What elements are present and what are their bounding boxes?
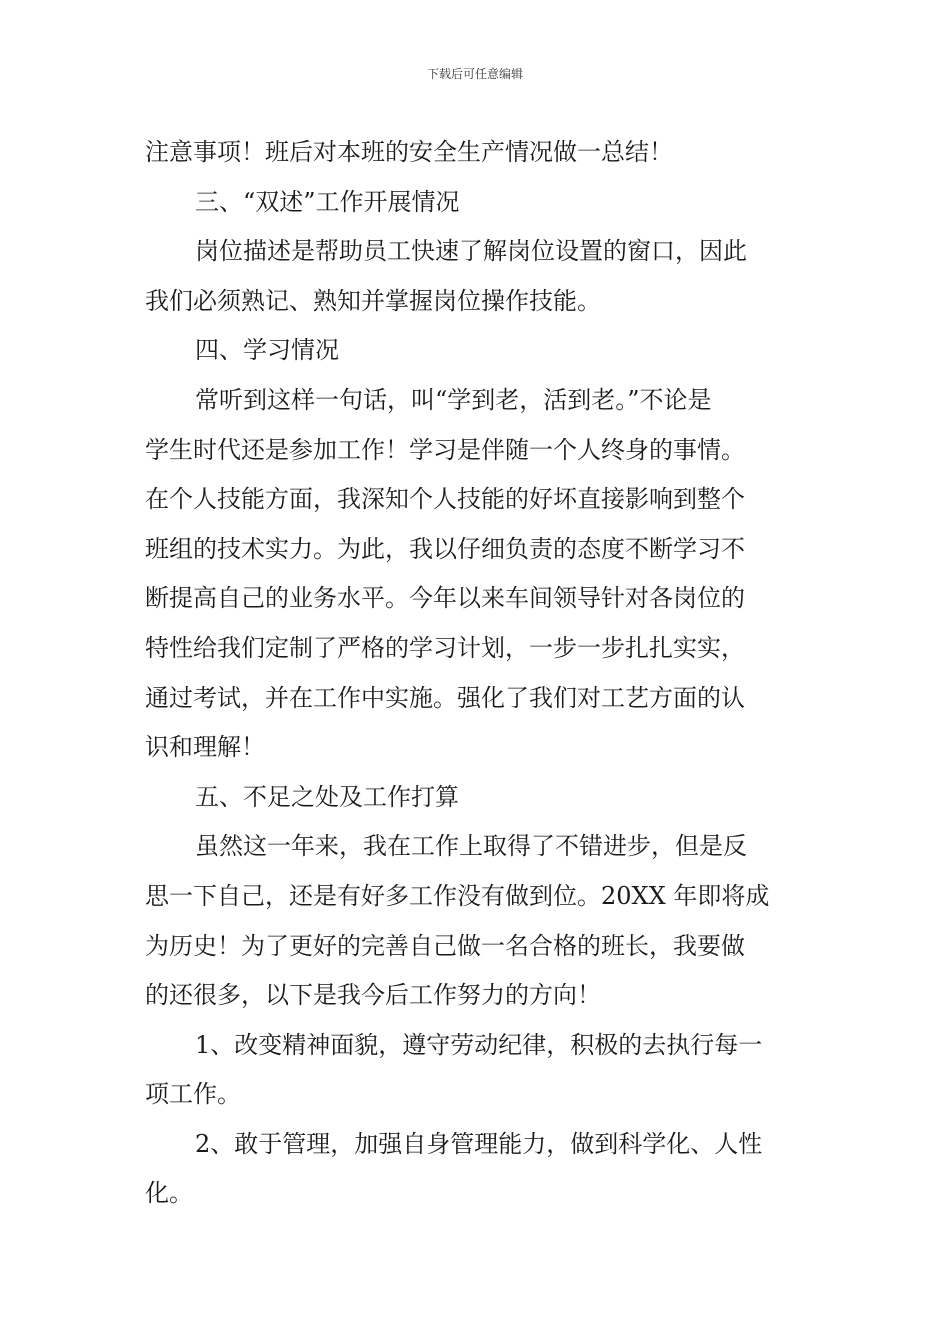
section-heading: 四、学习情况	[195, 336, 339, 365]
text-line: 特性给我们定制了严格的学习计划，一步一步扎扎实实，	[145, 633, 745, 662]
page-header: 下载后可任意编辑	[426, 67, 523, 81]
text-line: 学生时代还是参加工作！学习是伴随一个人终身的事情。	[145, 435, 745, 464]
text-line: 化。	[145, 1179, 193, 1208]
text-line: 的还很多，以下是我今后工作努力的方向！	[145, 981, 601, 1010]
text-line: 岗位描述是帮助员工快速了解岗位设置的窗口，因此	[195, 237, 747, 266]
text-line: 项工作。	[145, 1080, 241, 1109]
text-line: 我们必须熟记、熟知并掌握岗位操作技能。	[145, 286, 601, 315]
text-line: 通过考试，并在工作中实施。强化了我们对工艺方面的认	[145, 683, 745, 712]
text-line: 在个人技能方面，我深知个人技能的好坏直接影响到整个	[145, 485, 745, 514]
text-line: 识和理解！	[145, 733, 265, 762]
document-body	[145, 128, 807, 1219]
list-item: 1、改变精神面貌，遵守劳动纪律，积极的去执行每一	[195, 1030, 763, 1059]
text-line: 为历史！为了更好的完善自己做一名合格的班长，我要做	[145, 931, 745, 960]
list-item: 2、敢于管理，加强自身管理能力，做到科学化、人性	[195, 1129, 763, 1158]
text-line: 常听到这样一句话，叫“学到老，活到老。”不论是	[195, 385, 712, 414]
text-line: 虽然这一年来，我在工作上取得了不错进步，但是反	[195, 832, 747, 861]
text-line: 注意事项！班后对本班的安全生产情况做一总结！	[145, 138, 673, 166]
text-line: 思一下自己，还是有好多工作没有做到位。20XX 年即将成	[145, 881, 770, 910]
text-line: 班组的技术实力。为此，我以仔细负责的态度不断学习不	[145, 534, 745, 563]
section-heading: 五、不足之处及工作打算	[195, 782, 459, 811]
text-line: 断提高自己的业务水平。今年以来车间领导针对各岗位的	[145, 584, 745, 613]
section-heading: 三、“双述”工作开展情况	[195, 187, 460, 216]
